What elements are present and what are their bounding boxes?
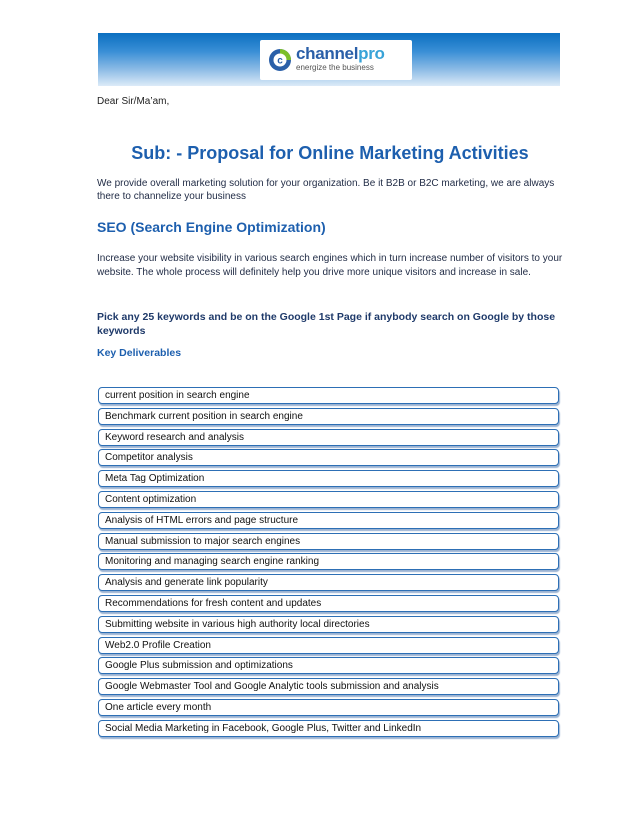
deliverable-item: Meta Tag Optimization	[98, 470, 559, 487]
intro-paragraph: We provide overall marketing solution for your organization. Be it B2B or B2C marketing, we are always there to channelize your business	[97, 178, 555, 202]
brand-tagline: energize the business	[296, 63, 374, 72]
brand-name	[296, 44, 385, 64]
deliverable-item: Benchmark current position in search engine	[98, 408, 559, 425]
deliverable-item: Google Plus submission and optimizations	[98, 657, 559, 674]
brand-name-part1: channel	[296, 44, 359, 63]
deliverable-item: Analysis and generate link popularity	[98, 574, 559, 591]
seo-paragraph: Increase your website visibility in various search engines which in turn increase number of visitors to your website. The whole process will definitely help you drive more unique visitors and increase in sale.	[97, 253, 563, 278]
channelpro-logo-icon	[268, 48, 292, 72]
deliverable-item: Content optimization	[98, 491, 559, 508]
deliverable-item: Competitor analysis	[98, 449, 559, 466]
deliverable-item: One article every month	[98, 699, 559, 716]
deliverable-item: current position in search engine	[98, 387, 559, 404]
deliverable-item: Submitting website in various high authority local directories	[98, 616, 559, 633]
deliverable-item: Social Media Marketing in Facebook, Google Plus, Twitter and LinkedIn	[98, 720, 559, 737]
deliverable-item: Monitoring and managing search engine ranking	[98, 553, 559, 570]
seo-heading: SEO (Search Engine Optimization)	[97, 219, 326, 235]
subject-heading: Sub: - Proposal for Online Marketing Activities	[131, 143, 529, 163]
brand-name-part2: pro	[358, 44, 385, 63]
deliverable-item: Manual submission to major search engines	[98, 533, 559, 550]
keywords-offer: Pick any 25 keywords and be on the Google 1st Page if anybody search on Google by those keywords	[97, 311, 556, 337]
deliverables-list	[98, 387, 559, 741]
deliverable-item: Recommendations for fresh content and updates	[98, 595, 559, 612]
channelpro-logo	[260, 40, 412, 80]
salutation: Dear Sir/Ma’am,	[97, 96, 170, 107]
deliverable-item: Google Webmaster Tool and Google Analytic tools submission and analysis	[98, 678, 559, 695]
deliverable-item: Web2.0 Profile Creation	[98, 637, 559, 654]
deliverable-item: Keyword research and analysis	[98, 429, 559, 446]
key-deliverables-heading: Key Deliverables	[97, 347, 182, 359]
deliverable-item: Analysis of HTML errors and page structure	[98, 512, 559, 529]
svg-text:c: c	[277, 55, 283, 67]
